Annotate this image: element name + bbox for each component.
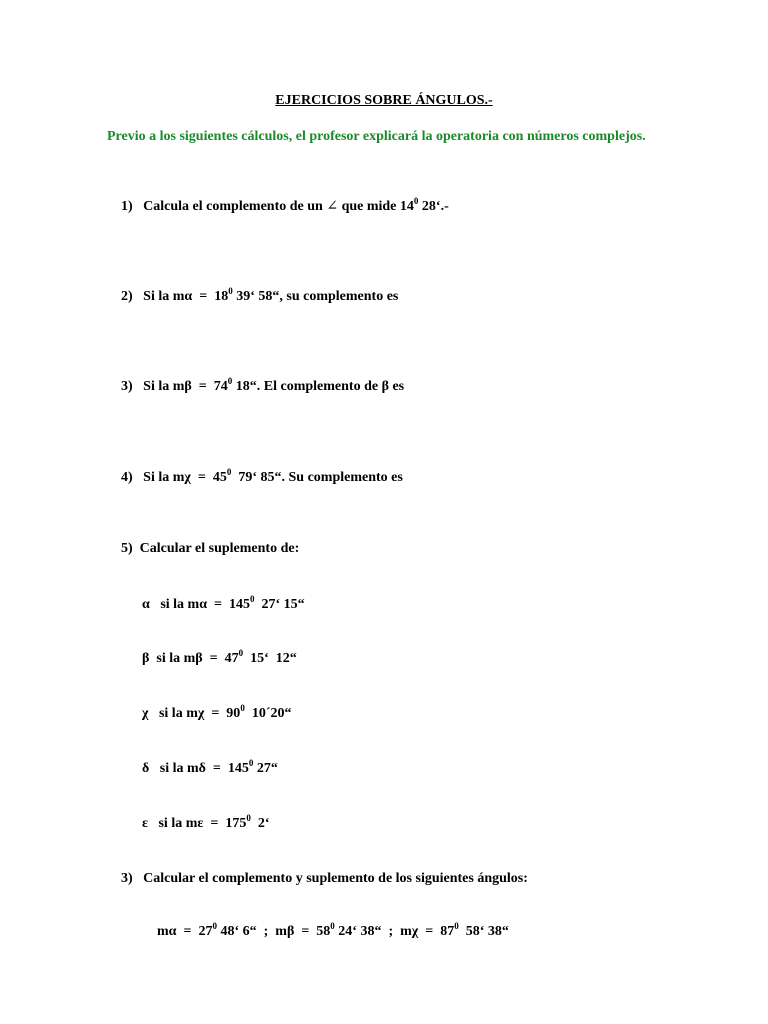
supplement-item: δ si la $m\delta = 145^0$ 27“	[142, 758, 278, 776]
supplement-item: α si la $m\alpha = 145^0$ 27‘ 15“	[142, 594, 305, 612]
angles-line: $m\alpha = 27^0$ 48‘ 6“ ; $m\beta = 58^0$ 24‘ 38“ ; $m\chi = 87^0$ 58‘ 38“	[157, 921, 509, 939]
exercise-number: 4)	[121, 470, 133, 485]
exercise-1: 1) Calcula el complemento de un ∠ que mide $14^0$ 28‘.-	[121, 196, 449, 214]
exercise-number: 3)	[121, 379, 133, 394]
page-title: EJERCICIOS SOBRE ÁNGULOS.-	[275, 93, 493, 108]
exercise-5: 5) Calcular el suplemento de:	[121, 541, 300, 556]
exercise-number: 1)	[121, 199, 133, 214]
exercise-6: 3) Calcular el complemento y suplemento de los siguientes ángulos:	[121, 871, 528, 886]
angle-icon: ∠	[326, 199, 339, 214]
exercise-number: 2)	[121, 289, 133, 304]
exercise-number: 5)	[121, 541, 133, 556]
intro-paragraph: Previo a los siguientes cálculos, el profesor explicará la operatoria con números complejos.	[107, 129, 646, 144]
exercise-3: 3) Si la $m\beta = 74^0$ 18“. El complemento de β es	[121, 376, 405, 394]
exercise-number: 3)	[121, 871, 133, 886]
exercise-4: 4) Si la $m\chi = 45^0$ 79‘ 85“. Su complemento es	[121, 467, 403, 485]
exercise-2: 2) Si la $m\alpha = 18^0$ 39‘ 58“, su complemento es	[121, 286, 399, 304]
supplement-item: χ si la $m\chi = 90^0$ 10´20“	[142, 703, 292, 721]
supplement-item: ε si la $m\varepsilon = 175^0$ 2‘	[142, 813, 270, 831]
supplement-item: β si la $m\beta = 47^0$ 15‘ 12“	[142, 648, 297, 666]
